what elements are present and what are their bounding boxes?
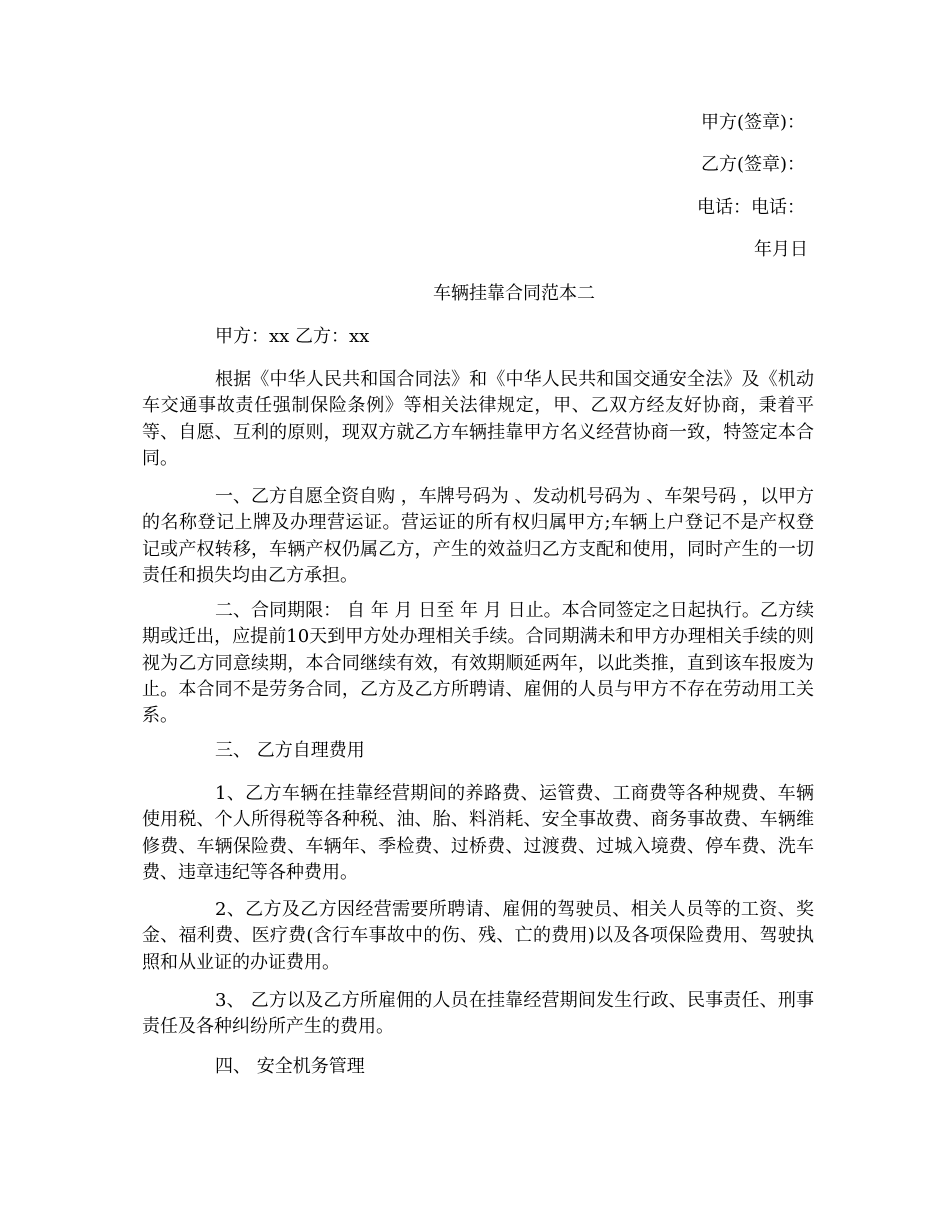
- party-a-signature: 甲方(签章)：: [700, 112, 805, 133]
- clause-2-paragraph: 二、合同期限： 自 年 月 日至 年 月 日止。本合同签定之日起执行。乙方续期或迁出，应提前10天到甲方处办理相关手续。合同期满未和甲方办理相关手续的则视为乙方同意续期，本合同继续有效，有效期顺延两年，以此类推，直到该车报废为止。本合同不是劳务合同，乙方及乙方所聘请、雇佣的人员与甲方不存在劳动用工关系。: [142, 600, 814, 727]
- section-3-item-3: 3、 乙方以及乙方所雇佣的人员在挂靠经营期间发生行政、民事责任、刑事责任及各种纠纷所产生的费用。: [142, 990, 814, 1038]
- document-title: 车辆挂靠合同范本二: [433, 283, 595, 304]
- preamble-paragraph: 根据《中华人民共和国合同法》和《中华人民共和国交通安全法》及《机动车交通事故责任强制保险条例》等相关法律规定，甲、乙双方经友好协商，秉着平等、自愿、互利的原则，现双方就乙方车辆挂靠甲方名义经营协商一致，特签定本合同。: [142, 369, 814, 469]
- clause-1-paragraph: 一、乙方自愿全资自购 ，车牌号码为 、发动机号码为 、车架号码 ，以甲方的名称登记上牌及办理营运证。营运证的所有权归属甲方;车辆上户登记不是产权登记或产权转移，车辆产权仍属乙方，产生的效益归乙方支配和使用，同时产生的一切责任和损失均由乙方承担。: [142, 486, 814, 586]
- section-3-item-2: 2、乙方及乙方因经营需要所聘请、雇佣的驾驶员、相关人员等的工资、奖金、福利费、医疗费(含行车事故中的伤、残、亡的费用)以及各项保险费用、驾驶执照和从业证的办证费用。: [142, 899, 814, 973]
- phone-line: 电话：电话：: [697, 197, 805, 218]
- parties-line: 甲方：xx 乙方：xx: [215, 326, 370, 347]
- section-3-item-1: 1、乙方车辆在挂靠经营期间的养路费、运管费、工商费等各种规费、车辆使用税、个人所得税等各种税、油、胎、料消耗、安全事故费、商务事故费、车辆维修费、车辆保险费、车辆年、季检费、过桥费、过渡费、过城入境费、停车费、洗车费、违章违纪等各种费用。: [142, 783, 814, 883]
- section-4-heading: 四、 安全机务管理: [215, 1056, 365, 1077]
- party-b-signature: 乙方(签章)：: [700, 154, 805, 175]
- section-3-heading: 三、 乙方自理费用: [215, 740, 365, 761]
- date-line: 年月日: [754, 239, 808, 260]
